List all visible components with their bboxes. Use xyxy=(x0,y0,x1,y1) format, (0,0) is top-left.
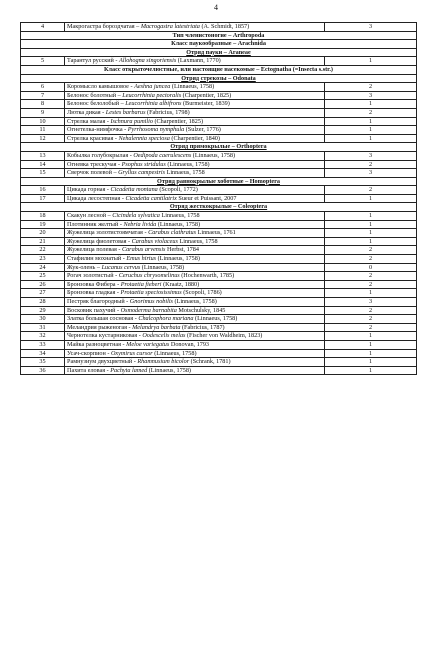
species-name xyxy=(65,186,325,195)
species-name xyxy=(65,289,325,298)
species-name xyxy=(65,23,325,32)
section-heading-text: Отряд жесткокрылые – Coleoptera xyxy=(169,203,268,211)
common-name: Скакун лесной – xyxy=(67,212,113,220)
table-row xyxy=(21,280,417,289)
row-number: 8 xyxy=(21,100,65,109)
latin-name: Rhamnusium bicolor xyxy=(137,358,190,366)
rarity-category: 1 xyxy=(325,332,417,341)
table-row xyxy=(21,349,417,358)
row-number: 30 xyxy=(21,315,65,324)
rarity-category: 2 xyxy=(325,280,417,289)
common-name: Бронзовка Фибера - xyxy=(67,280,121,288)
author-citation: (Linnaeus, 1758) xyxy=(172,298,217,305)
species-name xyxy=(65,349,325,358)
common-name: Жужелица фиолетовая - xyxy=(67,237,132,245)
row-number: 9 xyxy=(21,108,65,117)
common-name: Рамнузиум двухцветный - xyxy=(67,358,138,366)
row-number: 29 xyxy=(21,306,65,315)
row-number: 5 xyxy=(21,57,65,66)
species-name xyxy=(65,151,325,160)
rarity-category: 1 xyxy=(325,117,417,126)
common-name: Меландрия рыженогая - xyxy=(67,323,133,331)
row-number: 35 xyxy=(21,358,65,367)
latin-name: Carabus violaceus xyxy=(131,237,178,245)
species-name xyxy=(65,315,325,324)
row-number: 33 xyxy=(21,340,65,349)
rarity-category: 1 xyxy=(325,289,417,298)
species-name xyxy=(65,340,325,349)
table-row xyxy=(21,186,417,195)
rarity-category: 1 xyxy=(325,57,417,66)
author-citation: (Scopoli, 1772) xyxy=(157,186,198,194)
latin-name: Macrogastra latestriata xyxy=(140,23,200,30)
latin-name: Lestes barbarus xyxy=(105,108,146,116)
common-name: Плотинник желтый - xyxy=(67,220,124,228)
latin-name: Allohogna singoriensis xyxy=(118,57,177,65)
species-name xyxy=(65,91,325,100)
row-number: 11 xyxy=(21,126,65,135)
section-heading xyxy=(21,40,417,49)
common-name: Огнетелка-нимфочка - xyxy=(67,126,128,134)
rarity-category: 1 xyxy=(325,194,417,203)
common-name: Белонос болотный – xyxy=(67,91,123,99)
rarity-category: 1 xyxy=(325,229,417,238)
section-heading-text: Отряд равнокрылые хоботные – Homoptera xyxy=(157,177,280,185)
common-name: Стафилин мохнатый - xyxy=(67,255,127,263)
row-number: 27 xyxy=(21,289,65,298)
common-name: Цикада лесостепная - xyxy=(67,194,126,202)
rarity-category: 1 xyxy=(325,340,417,349)
species-name xyxy=(65,237,325,246)
table-row xyxy=(21,212,417,221)
row-number: 22 xyxy=(21,246,65,255)
latin-name: Cicadetta cantilatrix xyxy=(125,194,177,202)
species-name xyxy=(65,83,325,92)
table-row xyxy=(21,151,417,160)
latin-name: Ceruchus chrysomelinus xyxy=(118,272,180,280)
common-name: Жужелица золотистоямчатая - xyxy=(67,229,149,237)
rarity-category: 3 xyxy=(325,298,417,307)
table-row xyxy=(21,366,417,375)
row-number: 31 xyxy=(21,323,65,332)
row-number: 36 xyxy=(21,366,65,375)
row-number: 19 xyxy=(21,220,65,229)
rarity-category: 1 xyxy=(325,126,417,135)
rarity-category: 1 xyxy=(325,366,417,375)
species-name xyxy=(65,229,325,238)
species-name xyxy=(65,366,325,375)
species-name xyxy=(65,255,325,264)
author-citation: (Linnaeus, 1758) xyxy=(147,366,191,374)
author-citation: (A. Schmidt, 1857) xyxy=(199,23,250,30)
page-number: 4 xyxy=(214,3,218,12)
author-citation: (Linnaeus, 1758) xyxy=(165,160,210,168)
common-name: Жук-олень – xyxy=(67,263,102,271)
species-name xyxy=(65,298,325,307)
table-row xyxy=(21,237,417,246)
author-citation: (Linnaeus, 1758) xyxy=(156,220,201,228)
common-name: Златка большая сосновая - xyxy=(67,315,139,323)
common-name: Лютка дикая - xyxy=(67,108,106,116)
common-name: Сверчок полевой – xyxy=(67,169,119,177)
table-row xyxy=(21,332,417,341)
species-name xyxy=(65,272,325,281)
section-heading xyxy=(21,31,417,40)
author-citation: Motschulsky, 1845 xyxy=(176,306,226,314)
species-name xyxy=(65,280,325,289)
species-name xyxy=(65,246,325,255)
latin-name: Ischnura pumilio xyxy=(110,117,153,125)
latin-name: Emus hirtus xyxy=(126,255,157,263)
species-name xyxy=(65,323,325,332)
latin-name: Chalcophora mariana xyxy=(138,315,194,323)
table-row xyxy=(21,263,417,272)
row-number: 12 xyxy=(21,134,65,143)
common-name: Пахита еловая - xyxy=(67,366,111,374)
common-name: Рогач золотистый - xyxy=(67,272,119,280)
section-heading xyxy=(21,65,417,74)
common-name: Тарантул русский - xyxy=(67,57,119,65)
section-heading-text: Класс открыточелюстные, или настоящие насекомые – Ectognatha (=Insecta s.str.) xyxy=(104,65,333,73)
latin-name: Melandrya barbata xyxy=(132,323,181,331)
table-row xyxy=(21,272,417,281)
latin-name: Oodescelis melas xyxy=(142,332,186,340)
author-citation: (Scopoli, 1786) xyxy=(181,289,222,297)
common-name: Бронзовка гладкая - xyxy=(67,289,121,297)
author-citation: (Fabricius, 1798) xyxy=(145,108,190,116)
section-heading-text: Тип членистоногие – Arthropoda xyxy=(172,31,265,39)
table-row xyxy=(21,298,417,307)
section-heading xyxy=(21,143,417,152)
author-citation: (Hochenwarth, 1785) xyxy=(179,272,235,280)
row-number: 28 xyxy=(21,298,65,307)
common-name: Жужелица полевая - xyxy=(67,246,122,254)
latin-name: Lucanus cervus xyxy=(101,263,141,271)
species-name xyxy=(65,212,325,221)
latin-name: Leucorrhinia pectoralis xyxy=(122,91,182,99)
author-citation: (Charpentier, 1825) xyxy=(181,91,232,99)
row-number: 6 xyxy=(21,83,65,92)
section-heading-text: Класс паукообразные – Arachnida xyxy=(171,40,266,48)
author-citation: Linnaeus, 1758 xyxy=(177,237,218,245)
rarity-category: 2 xyxy=(325,272,417,281)
row-number: 15 xyxy=(21,169,65,178)
latin-name: Carabus arvensis xyxy=(121,246,166,254)
rarity-category: 3 xyxy=(325,91,417,100)
author-citation: (Charpentier, 1840) xyxy=(169,134,220,142)
rarity-category: 2 xyxy=(325,108,417,117)
row-number: 24 xyxy=(21,263,65,272)
latin-name: Gnorimus nobilis xyxy=(129,298,173,305)
table-row xyxy=(21,315,417,324)
author-citation: (Charpentier, 1825) xyxy=(152,117,204,125)
rarity-category: 2 xyxy=(325,315,417,324)
species-name xyxy=(65,169,325,178)
row-number: 18 xyxy=(21,212,65,221)
common-name: Цикада горная - xyxy=(67,186,111,194)
latin-name: Protaetia fieberi xyxy=(120,280,162,288)
species-name xyxy=(65,306,325,315)
common-name: Кобылка голубокрылая - xyxy=(67,151,134,159)
section-heading-text: Отряд прямокрылые – Orthoptera xyxy=(170,143,267,151)
species-name xyxy=(65,263,325,272)
table-row xyxy=(21,169,417,178)
latin-name: Psophus stridulus xyxy=(121,160,166,168)
row-number: 23 xyxy=(21,255,65,264)
rarity-category: 3 xyxy=(325,151,417,160)
species-name xyxy=(65,108,325,117)
common-name: Восковик пахучий - xyxy=(67,306,121,314)
latin-name: Pyrrhosoma nymphula xyxy=(127,126,185,134)
author-citation: (Linnaeus, 1758) xyxy=(140,263,185,271)
rarity-category: 1 xyxy=(325,358,417,367)
table-row xyxy=(21,220,417,229)
table-row xyxy=(21,194,417,203)
table-row xyxy=(21,91,417,100)
author-citation: (Linnaeus, 1758) xyxy=(156,255,200,263)
author-citation: (Schrank, 1781) xyxy=(189,358,231,366)
row-number: 14 xyxy=(21,160,65,169)
section-heading xyxy=(21,48,417,57)
author-citation: Donovan, 1793 xyxy=(169,340,210,348)
row-number: 7 xyxy=(21,91,65,100)
latin-name: Aeshna juncea xyxy=(134,83,171,91)
row-number: 34 xyxy=(21,349,65,358)
latin-name: Meloe variegatus xyxy=(126,340,170,348)
table-row xyxy=(21,100,417,109)
latin-name: Cicindela sylvatica xyxy=(112,212,160,220)
author-citation: (Fabricius, 1787) xyxy=(180,323,225,331)
common-name: Стрелка красивая - xyxy=(67,134,119,142)
section-heading-text: Отряд пауки – Araneae xyxy=(186,48,251,56)
species-name xyxy=(65,100,325,109)
species-name xyxy=(65,332,325,341)
author-citation: (Fischer von Waldheim, 1823) xyxy=(185,332,263,340)
rarity-category: 2 xyxy=(325,306,417,315)
common-name: Огневка трескучая - xyxy=(67,160,122,168)
rarity-category: 2 xyxy=(325,186,417,195)
table-row xyxy=(21,340,417,349)
author-citation: Herbst, 1784 xyxy=(165,246,199,254)
species-name xyxy=(65,160,325,169)
row-number: 4 xyxy=(21,23,65,32)
species-name xyxy=(65,358,325,367)
common-name: Коромысло камышовое - xyxy=(67,83,135,91)
rarity-category: 1 xyxy=(325,349,417,358)
species-name xyxy=(65,220,325,229)
row-number: 32 xyxy=(21,332,65,341)
table-row xyxy=(21,108,417,117)
author-citation: (Burmeister, 1839) xyxy=(181,100,230,108)
author-citation: (Linnaeus, 1758) xyxy=(170,83,215,91)
table-row xyxy=(21,289,417,298)
common-name: Майка разноцветная - xyxy=(67,340,127,348)
table-row xyxy=(21,117,417,126)
species-table-body xyxy=(21,23,417,375)
table-row xyxy=(21,229,417,238)
latin-name: Oedipoda caerulescens xyxy=(133,151,192,159)
section-heading xyxy=(21,74,417,83)
rarity-category: 2 xyxy=(325,246,417,255)
rarity-category: 1 xyxy=(325,134,417,143)
row-number: 20 xyxy=(21,229,65,238)
species-name xyxy=(65,57,325,66)
author-citation: Linnaeus, 1758 xyxy=(159,212,200,220)
table-row xyxy=(21,358,417,367)
rarity-category: 1 xyxy=(325,237,417,246)
section-heading xyxy=(21,203,417,212)
species-name xyxy=(65,117,325,126)
common-name: Чернотелка кустарниковая - xyxy=(67,332,143,340)
species-table xyxy=(20,22,417,375)
table-row xyxy=(21,126,417,135)
rarity-category: 3 xyxy=(325,23,417,32)
author-citation: (Laxmann, 1770) xyxy=(176,57,221,65)
row-number: 25 xyxy=(21,272,65,281)
author-citation: Linnaeus, 1761 xyxy=(196,229,236,237)
author-citation: (Sulzer, 1776) xyxy=(184,126,221,134)
author-citation: (Linnaeus, 1758) xyxy=(193,315,238,323)
rarity-category: 2 xyxy=(325,255,417,264)
rarity-category: 1 xyxy=(325,220,417,229)
common-name: Стрелка малая - xyxy=(67,117,111,125)
row-number: 17 xyxy=(21,194,65,203)
author-citation: Sueur et Puissant, 2007 xyxy=(176,194,237,202)
row-number: 16 xyxy=(21,186,65,195)
latin-name: Protaetia speciosissimus xyxy=(120,289,182,297)
rarity-category: 2 xyxy=(325,323,417,332)
rarity-category: 0 xyxy=(325,263,417,272)
author-citation: (Kraatz, 1880) xyxy=(161,280,200,288)
latin-name: Pachyta lamed xyxy=(110,366,148,374)
author-citation: (Linnaeus, 1758) xyxy=(152,349,197,357)
latin-name: Nebria livida xyxy=(123,220,157,228)
common-name: Белонос белолобый – xyxy=(67,100,126,108)
rarity-category: 2 xyxy=(325,83,417,92)
row-number: 10 xyxy=(21,117,65,126)
table-row xyxy=(21,323,417,332)
row-number: 21 xyxy=(21,237,65,246)
common-name: Макрогастра бороздчатая – xyxy=(67,23,141,30)
table-row xyxy=(21,246,417,255)
table-row xyxy=(21,23,417,32)
row-number: 13 xyxy=(21,151,65,160)
section-heading xyxy=(21,177,417,186)
latin-name: Osmoderma barnabita xyxy=(120,306,177,314)
rarity-category: 3 xyxy=(325,169,417,178)
table-row xyxy=(21,160,417,169)
author-citation: Linnaeus, 1758 xyxy=(165,169,205,177)
row-number: 26 xyxy=(21,280,65,289)
species-name xyxy=(65,134,325,143)
author-citation: (Linnaeus, 1758) xyxy=(191,151,236,159)
table-row xyxy=(21,83,417,92)
latin-name: Carabus clathratus xyxy=(148,229,197,237)
table-row xyxy=(21,134,417,143)
rarity-category: 2 xyxy=(325,160,417,169)
rarity-category: 1 xyxy=(325,100,417,109)
species-name xyxy=(65,194,325,203)
latin-name: Leucorrhinia albifrons xyxy=(125,100,182,108)
rarity-category: 1 xyxy=(325,212,417,221)
latin-name: Oxymirus cursor xyxy=(110,349,153,357)
latin-name: Cicadetta montana xyxy=(110,186,158,194)
latin-name: Nehalennia speciosa xyxy=(118,134,170,142)
species-name xyxy=(65,126,325,135)
table-row xyxy=(21,57,417,66)
common-name: Усач-скорпион - xyxy=(67,349,111,357)
table-row xyxy=(21,306,417,315)
table-row xyxy=(21,255,417,264)
common-name: Пестряк благородный - xyxy=(67,298,130,305)
latin-name: Gryllus campestris xyxy=(118,169,166,177)
section-heading-text: Отряд стрекозы – Odonata xyxy=(181,74,256,82)
